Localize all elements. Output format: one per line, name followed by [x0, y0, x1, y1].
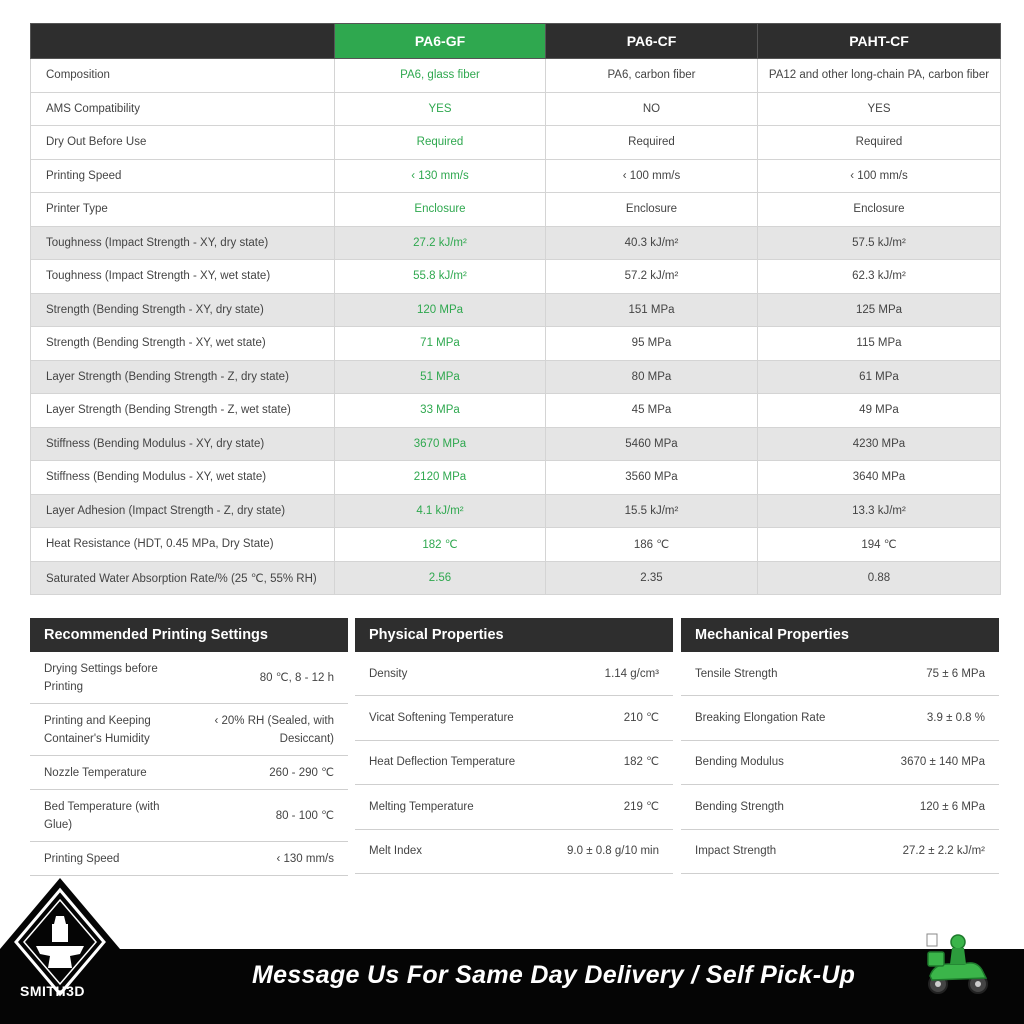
paht-cf-value: 61 MPa	[758, 360, 1001, 394]
table-row	[31, 360, 1001, 394]
pa6-gf-value: 55.8 kJ/m²	[335, 260, 546, 294]
table-row	[31, 461, 1001, 495]
table-row	[31, 126, 1001, 160]
table-row	[31, 59, 1001, 93]
table-row	[31, 226, 1001, 260]
setting-key: Printing and Keeping Container's Humidity	[44, 714, 151, 745]
table-row	[31, 394, 1001, 428]
paht-cf-value: YES	[758, 92, 1001, 126]
comparison-table	[30, 23, 1001, 595]
physical-properties-title: Physical Properties	[355, 618, 673, 652]
pa6-cf-value: ‹ 100 mm/s	[546, 159, 758, 193]
paht-cf-value: Required	[758, 126, 1001, 160]
brand-name: SMITH3D	[20, 983, 85, 999]
pa6-gf-value: 2.56	[335, 561, 546, 595]
list-item	[30, 790, 348, 842]
property-value: 3670 ± 140 MPa	[900, 756, 985, 769]
list-item	[681, 696, 999, 740]
setting-value: 260 - 290 ℃	[269, 766, 334, 779]
footer-banner	[0, 949, 1024, 1024]
list-item	[355, 785, 673, 829]
smith3d-logo-icon	[0, 876, 120, 1024]
property-key: Heat Deflection Temperature	[369, 756, 516, 769]
list-item	[30, 652, 348, 704]
pa6-cf-value: 57.2 kJ/m²	[546, 260, 758, 294]
table-row	[31, 494, 1001, 528]
property-value: 75 ± 6 MPa	[926, 667, 985, 680]
mechanical-properties-title: Mechanical Properties	[681, 618, 999, 652]
pa6-cf-value: 186 ℃	[546, 528, 758, 562]
pa6-gf-value: 4.1 kJ/m²	[335, 494, 546, 528]
pa6-gf-value: Required	[335, 126, 546, 160]
pa6-cf-value: 151 MPa	[546, 293, 758, 327]
pa6-gf-value: 120 MPa	[335, 293, 546, 327]
property-value: 120 ± 6 MPa	[919, 800, 985, 813]
pa6-cf-value: Enclosure	[546, 193, 758, 227]
paht-cf-value: 115 MPa	[758, 327, 1001, 361]
property-key: Impact Strength	[695, 845, 777, 858]
list-item	[681, 652, 999, 696]
header-paht-cf: PAHT-CF	[758, 24, 1001, 59]
property-value: 3.9 ± 0.8 %	[926, 712, 985, 725]
property-key: Vicat Softening Temperature	[369, 712, 514, 725]
setting-value: ‹ 130 mm/s	[276, 852, 334, 865]
paht-cf-value: 13.3 kJ/m²	[758, 494, 1001, 528]
property-key: Breaking Elongation Rate	[695, 712, 826, 725]
pa6-gf-value: 51 MPa	[335, 360, 546, 394]
delivery-scooter-icon	[924, 930, 992, 996]
setting-key: Printing Speed	[44, 852, 120, 865]
pa6-cf-value: 40.3 kJ/m²	[546, 226, 758, 260]
paht-cf-value: 57.5 kJ/m²	[758, 226, 1001, 260]
pa6-gf-value: PA6, glass fiber	[335, 59, 546, 93]
property-value: 210 ℃	[623, 712, 659, 725]
table-header-row	[31, 24, 1001, 59]
setting-key: Nozzle Temperature	[44, 766, 147, 779]
list-item	[355, 652, 673, 696]
pa6-gf-value: 3670 MPa	[335, 427, 546, 461]
table-row	[31, 293, 1001, 327]
pa6-cf-value: 15.5 kJ/m²	[546, 494, 758, 528]
row-label: Layer Strength (Bending Strength - Z, wet state)	[31, 394, 335, 428]
pa6-cf-value: 95 MPa	[546, 327, 758, 361]
paht-cf-value: 0.88	[758, 561, 1001, 595]
list-item	[355, 741, 673, 785]
property-key: Melt Index	[369, 845, 423, 858]
list-item	[30, 704, 348, 756]
paht-cf-value: 125 MPa	[758, 293, 1001, 327]
paht-cf-value: 4230 MPa	[758, 427, 1001, 461]
physical-properties-panel	[355, 618, 673, 874]
pa6-cf-value: 45 MPa	[546, 394, 758, 428]
pa6-cf-value: Required	[546, 126, 758, 160]
pa6-gf-value: 27.2 kJ/m²	[335, 226, 546, 260]
setting-value: 80 - 100 ℃	[275, 809, 334, 822]
table-row	[31, 193, 1001, 227]
table-row	[31, 327, 1001, 361]
row-label: Stiffness (Bending Modulus - XY, dry state)	[31, 427, 335, 461]
table-row	[31, 260, 1001, 294]
list-item	[30, 842, 348, 876]
mechanical-properties-panel	[681, 618, 999, 874]
row-label: Saturated Water Absorption Rate/% (25 ℃, 55% RH)	[31, 561, 335, 595]
footer-message: Message Us For Same Day Delivery / Self Pick-Up	[252, 961, 856, 989]
header-pa6-gf: PA6-GF	[335, 24, 546, 59]
property-value: 9.0 ± 0.8 g/10 min	[567, 845, 659, 858]
table-row	[31, 561, 1001, 595]
printing-settings-title: Recommended Printing Settings	[30, 618, 348, 652]
row-label: Stiffness (Bending Modulus - XY, wet state)	[31, 461, 335, 495]
list-item	[681, 830, 999, 874]
pa6-cf-value: NO	[546, 92, 758, 126]
pa6-gf-value: 182 ℃	[335, 528, 546, 562]
row-label: Layer Adhesion (Impact Strength - Z, dry state)	[31, 494, 335, 528]
row-label: Printer Type	[31, 193, 335, 227]
property-key: Bending Strength	[695, 800, 784, 813]
table-row	[31, 427, 1001, 461]
row-label: Toughness (Impact Strength - XY, wet state)	[31, 260, 335, 294]
paht-cf-value: ‹ 100 mm/s	[758, 159, 1001, 193]
row-label: Dry Out Before Use	[31, 126, 335, 160]
pa6-gf-value: 33 MPa	[335, 394, 546, 428]
property-value: 27.2 ± 2.2 kJ/m²	[902, 845, 985, 858]
list-item	[355, 696, 673, 740]
pa6-gf-value: 71 MPa	[335, 327, 546, 361]
paht-cf-value: 3640 MPa	[758, 461, 1001, 495]
pa6-cf-value: 2.35	[546, 561, 758, 595]
setting-value: 80 ℃, 8 - 12 h	[259, 671, 334, 684]
paht-cf-value: 62.3 kJ/m²	[758, 260, 1001, 294]
property-value: 219 ℃	[623, 800, 659, 813]
row-label: AMS Compatibility	[31, 92, 335, 126]
property-key: Melting Temperature	[369, 800, 474, 813]
table-row	[31, 528, 1001, 562]
list-item	[681, 741, 999, 785]
paht-cf-value: Enclosure	[758, 193, 1001, 227]
property-value: 182 ℃	[623, 756, 659, 769]
list-item	[355, 830, 673, 874]
pa6-cf-value: PA6, carbon fiber	[546, 59, 758, 93]
row-label: Strength (Bending Strength - XY, dry state)	[31, 293, 335, 327]
setting-key: Drying Settings before Printing	[44, 662, 158, 693]
property-value: 1.14 g/cm³	[604, 667, 659, 680]
pa6-gf-value: 2120 MPa	[335, 461, 546, 495]
header-pa6-cf: PA6-CF	[546, 24, 758, 59]
printing-settings-panel	[30, 618, 348, 876]
row-label: Composition	[31, 59, 335, 93]
list-item	[30, 756, 348, 790]
row-label: Toughness (Impact Strength - XY, dry state)	[31, 226, 335, 260]
paht-cf-value: 194 ℃	[758, 528, 1001, 562]
paht-cf-value: 49 MPa	[758, 394, 1001, 428]
row-label: Heat Resistance (HDT, 0.45 MPa, Dry State)	[31, 528, 335, 562]
property-key: Density	[369, 667, 408, 680]
property-key: Tensile Strength	[695, 667, 778, 680]
setting-value: ‹ 20% RH (Sealed, with Desiccant)	[214, 714, 334, 745]
pa6-cf-value: 80 MPa	[546, 360, 758, 394]
pa6-gf-value: Enclosure	[335, 193, 546, 227]
pa6-gf-value: YES	[335, 92, 546, 126]
list-item	[681, 785, 999, 829]
row-label: Printing Speed	[31, 159, 335, 193]
header-blank	[31, 24, 335, 59]
setting-key: Bed Temperature (with Glue)	[44, 800, 160, 831]
row-label: Layer Strength (Bending Strength - Z, dry state)	[31, 360, 335, 394]
pa6-cf-value: 5460 MPa	[546, 427, 758, 461]
property-key: Bending Modulus	[695, 756, 784, 769]
pa6-cf-value: 3560 MPa	[546, 461, 758, 495]
table-row	[31, 159, 1001, 193]
paht-cf-value: PA12 and other long-chain PA, carbon fiber	[758, 59, 1001, 93]
row-label: Strength (Bending Strength - XY, wet state)	[31, 327, 335, 361]
table-row	[31, 92, 1001, 126]
pa6-gf-value: ‹ 130 mm/s	[335, 159, 546, 193]
